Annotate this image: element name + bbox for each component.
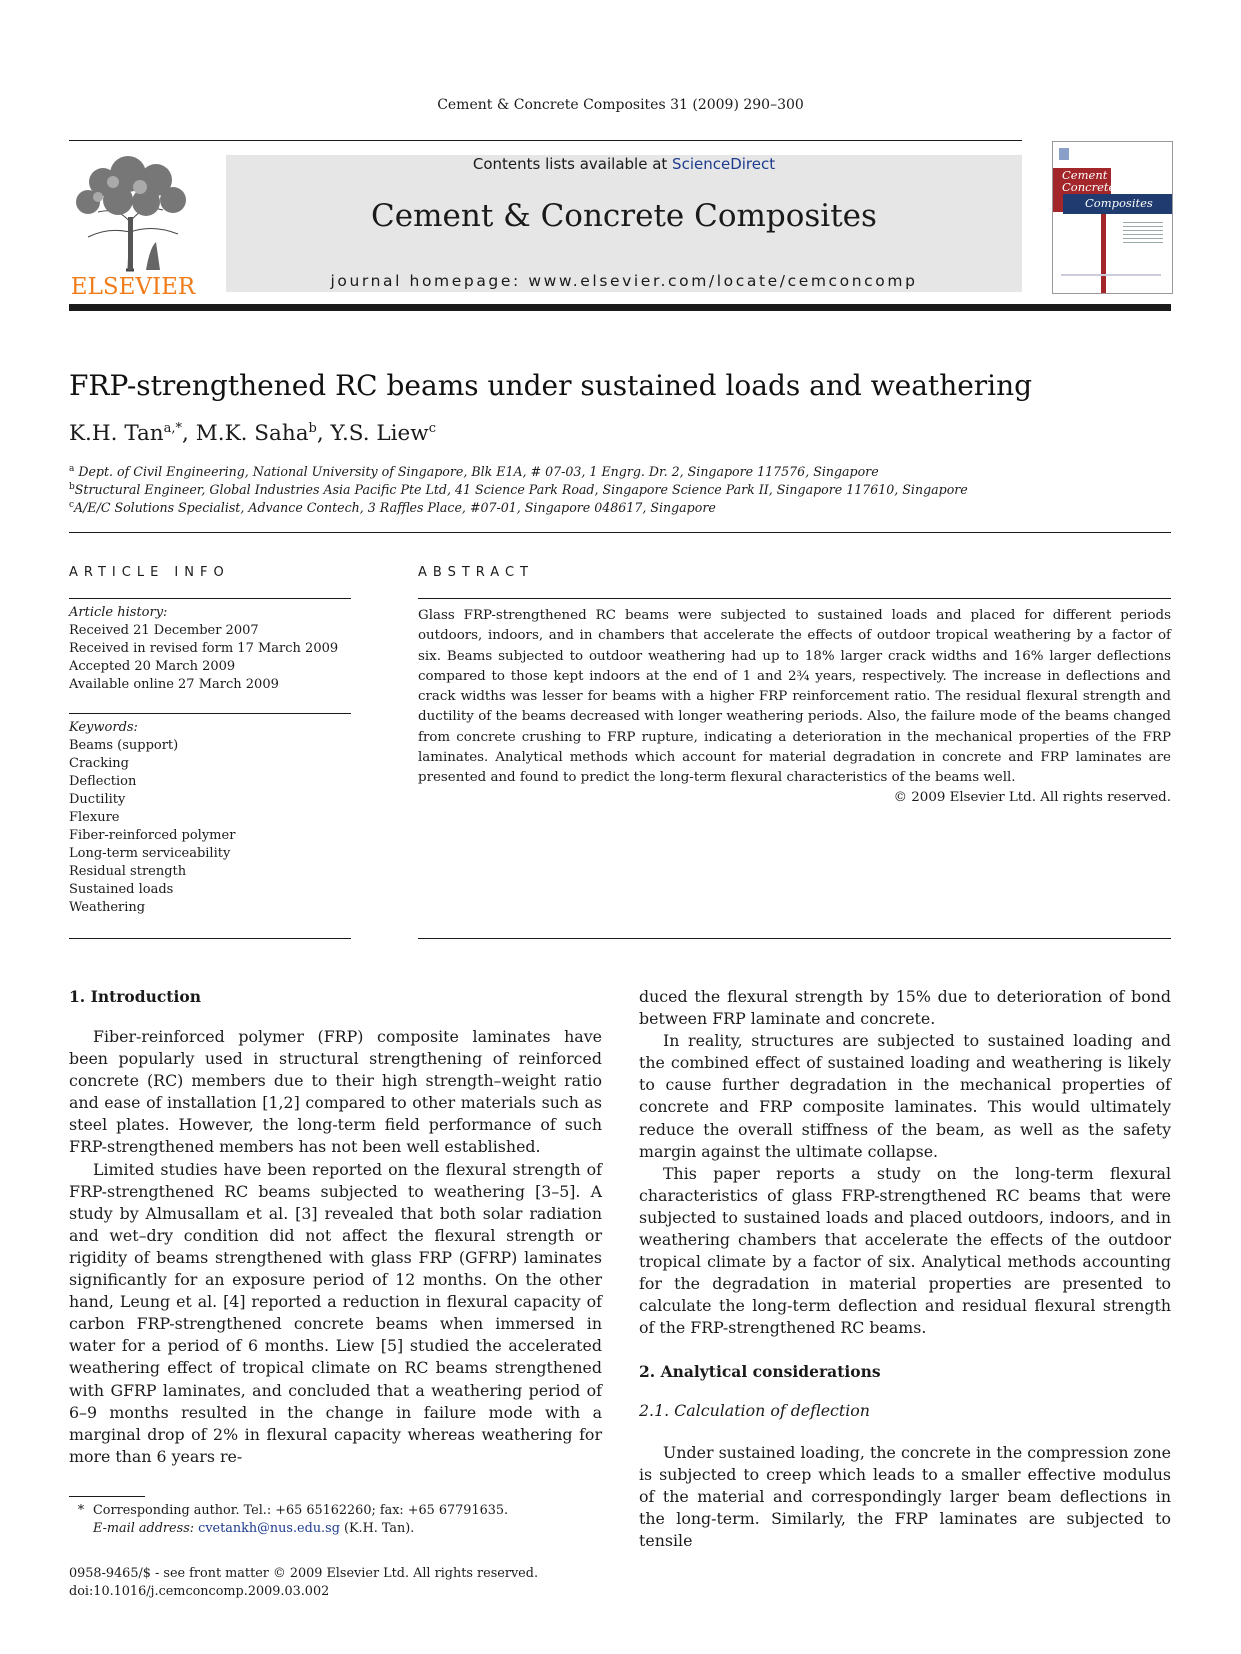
abstract-rule (418, 598, 1171, 599)
intro-paragraph-1: Fiber-reinforced polymer (FRP) composite laminates have been popularly used in structural strengthening of reinforced concrete (RC) members due to their high strength–weight ratio and ease of installation [1,2] compared to other materials such as steel plates. However, the long-term field performance of such FRP-strengthened members has not been well established. (69, 1027, 602, 1157)
affiliations-rule (69, 532, 1171, 533)
intro-paragraph-3: In reality, structures are subjected to sustained loading and the combined effect of sustained loading and weathering is likely to cause further degradation in the mechanical properties of concrete and FRP composite laminates. This would ultimately reduce the overall stiffness of the beam, as well as the safety margin against the ultimate collapse. (639, 1031, 1171, 1161)
journal-homepage[interactable]: journal homepage: www.elsevier.com/locate/cemconcomp (330, 272, 918, 290)
keyword-item: Cracking (69, 756, 129, 771)
history-received: Received 21 December 2007 (69, 623, 259, 638)
deflection-paragraph-1: Under sustained loading, the concrete in the compression zone is subjected to creep which leads to a smaller effective modulus of the material and correspondingly larger beam deflections in the long-term. Similarly, the FRP laminates are subjected to tensile (639, 1442, 1171, 1550)
cover-footer-line (1061, 274, 1161, 276)
masthead-thick-rule (69, 304, 1171, 311)
doi-line[interactable]: doi:10.1016/j.cemconcomp.2009.03.002 (69, 1584, 330, 1599)
section-1-heading: 1. Introduction (69, 987, 201, 1006)
article-info-rule (69, 598, 351, 599)
cover-text-lines (1123, 222, 1163, 244)
affiliation-text: Dept. of Civil Engineering, National University of Singapore, Blk E1A, # 07-03, 1 Engrg. Dr. 2, Singapore 117576, Singapore (74, 464, 879, 480)
affiliation-text: A/E/C Solutions Specialist, Advance Contech, 3 Raffles Place, #07-01, Singapore 048617, Singapore (74, 500, 716, 516)
affiliation-mark: b (69, 482, 75, 492)
history-online: Available online 27 March 2009 (69, 677, 279, 692)
sciencedirect-link[interactable]: ScienceDirect (672, 155, 776, 173)
author-separator: , (182, 421, 196, 447)
cover-title-3: Composites (1085, 196, 1153, 210)
cover-title-2: Concrete (1062, 180, 1116, 194)
email-label: E-mail address: (93, 1521, 195, 1536)
section-2-heading: 2. Analytical considerations (639, 1361, 881, 1381)
author-affil-mark[interactable]: b (308, 421, 317, 436)
body-column-right (639, 986, 1171, 1552)
footnote-rule (69, 1496, 145, 1497)
affiliation-mark: a (69, 464, 75, 474)
journal-name: Cement & Concrete Composites (371, 198, 877, 234)
keyword-item: Fiber-reinforced polymer (69, 828, 236, 843)
keyword-item: Weathering (69, 900, 146, 915)
journal-cover-thumbnail[interactable] (1052, 141, 1173, 294)
author-separator: , (316, 421, 331, 447)
affiliation-a (69, 464, 879, 479)
author-affil-mark[interactable]: a,* (163, 421, 183, 436)
history-revised: Received in revised form 17 March 2009 (69, 641, 339, 656)
author-name: Y.S. Liew (330, 421, 429, 447)
keyword-item: Sustained loads (69, 882, 174, 897)
author-name: M.K. Saha (195, 421, 309, 447)
section-2-1-heading: 2.1. Calculation of deflection (639, 1400, 870, 1420)
elsevier-logo[interactable] (68, 152, 198, 300)
article-history (69, 604, 351, 694)
author-list (69, 421, 436, 446)
contents-prefix: Contents lists available at (472, 155, 673, 173)
abstract-copyright: © 2009 Elsevier Ltd. All rights reserved. (893, 790, 1171, 805)
corresponding-footnote (69, 1502, 609, 1538)
keywords-label: Keywords: (69, 720, 138, 735)
cover-title-1: Cement & (1062, 168, 1122, 182)
intro-paragraph-4: This paper reports a study on the long-term flexural characteristics of glass FRP-strengthened RC beams that were subjected to sustained loads and placed outdoors, indoors, and in weathering chambers that accelerate the effects of the outdoor tropical climate by a factor of six. Analytical methods accounting for the degradation in material properties are presented to calculate the long-term deflection and residual flexural strength of the FRP-strengthened RC beams. (639, 1163, 1171, 1338)
keywords-rule (69, 713, 351, 714)
front-matter-info (69, 1565, 669, 1601)
elsevier-tree-icon (68, 152, 198, 272)
article-info-bottom-rule (69, 938, 351, 939)
corresponding-author: Corresponding author. Tel.: +65 65162260; fax: +65 67791635. (93, 1503, 509, 1518)
issn-line: 0958-9465/$ - see front matter © 2009 Elsevier Ltd. All rights reserved. (69, 1566, 539, 1581)
history-label: Article history: (69, 605, 168, 620)
elsevier-wordmark: ELSEVIER (70, 274, 196, 300)
keyword-item: Residual strength (69, 864, 187, 879)
author-affil-mark[interactable]: c (428, 421, 436, 436)
keyword-item: Long-term serviceability (69, 846, 231, 861)
affiliation-c (69, 500, 716, 515)
contents-line (226, 155, 1022, 173)
top-rule (69, 140, 1022, 141)
email-link[interactable]: cvetankh@nus.edu.sg (198, 1521, 340, 1536)
keywords-list (69, 719, 351, 917)
affiliation-mark: c (69, 500, 75, 510)
keyword-item: Ductility (69, 792, 126, 807)
affiliation-text: Structural Engineer, Global Industries Asia Pacific Pte Ltd, 41 Science Park Road, Singapore Science Park II, Singapore 117610, Singapore (74, 482, 968, 498)
keyword-item: Deflection (69, 774, 137, 789)
history-accepted: Accepted 20 March 2009 (69, 659, 236, 674)
article-title: FRP-strengthened RC beams under sustained loads and weathering (69, 369, 1033, 402)
asterisk-mark: * (77, 1503, 85, 1518)
keyword-item: Beams (support) (69, 738, 179, 753)
intro-paragraph-2-cont: duced the flexural strength by 15% due to deterioration of bond between FRP laminate and concrete. (639, 987, 1171, 1029)
author-name: K.H. Tan (69, 421, 164, 447)
affiliation-b (69, 482, 968, 497)
abstract-bottom-rule (418, 938, 1171, 939)
intro-paragraph-2: Limited studies have been reported on the flexural strength of FRP-strengthened RC beams subjected to weathering [3–5]. A study by Almusallam et al. [3] revealed that both solar radiation and wet–dry condition did not affect the flexural strength or rigidity of beams strengthened with glass FRP (GFRP) laminates significantly for an exposure period of 12 months. On the other hand, Leung et al. [4] reported a reduction in flexural capacity of carbon FRP-strengthened concrete beams when immersed in water for a period of 6 months. Liew [5] studied the accelerated weathering effect of tropical climate on RC beams strengthened with GFRP laminates, and concluded that a weathering period of 6–9 months resulted in the change in failure mode with a marginal drop of 2% in flexural capacity whereas weathering for more than 6 years re- (69, 1159, 602, 1466)
body-column-left (69, 987, 602, 1468)
abstract-heading: ABSTRACT (418, 565, 534, 580)
abstract-text: Glass FRP-strengthened RC beams were subjected to sustained loads and placed for different periods outdoors, indoors, and in chambers that accelerate the effects of outdoor tropical weathering by a factor of six. Beams subjected to outdoor weathering had up to 18% larger crack widths and 16% larger deflections compared to those kept indoors at the end of 1 and 2¾ years, respectively. The increase in deflections and crack widths was lesser for beams with a higher FRP reinforcement ratio. The residual flexural strength and ductility of the beams decreased with longer weathering periods. Also, the failure mode of the beams changed from concrete crushing to FRP rupture, indicating a deterioration in the mechanical properties of the FRP laminates. Analytical methods which account for material degradation in concrete and FRP laminates are presented and found to predict the long-term flexural characteristics of the beams well. (418, 608, 1171, 786)
running-head: Cement & Concrete Composites 31 (2009) 290–300 (437, 97, 804, 113)
email-line (69, 1520, 609, 1538)
cover-icon (1059, 148, 1069, 160)
corresponding-author-line (69, 1502, 609, 1520)
article-info-heading: ARTICLE INFO (69, 565, 230, 580)
keyword-item: Flexure (69, 810, 120, 825)
email-suffix: (K.H. Tan). (343, 1521, 415, 1536)
